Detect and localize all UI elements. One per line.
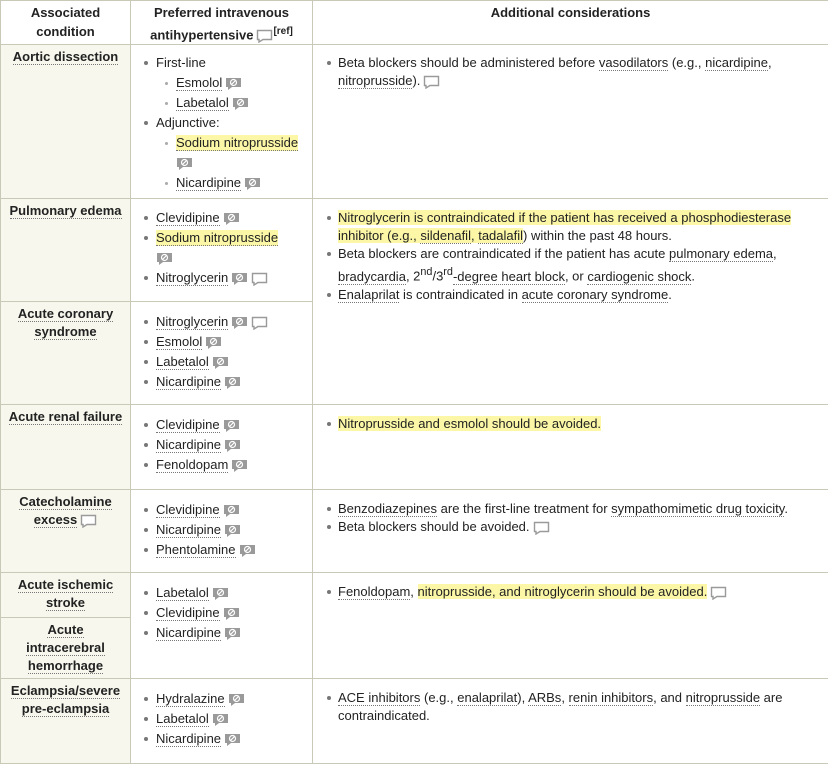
list-item: Fenoldopam — [131, 455, 312, 475]
header-condition: Associated condition — [1, 1, 131, 45]
drug-info-icon[interactable] — [223, 419, 240, 433]
list-item: Sodium nitroprusside — [131, 133, 312, 173]
drug-info-icon[interactable] — [212, 713, 229, 727]
list-item: Nicardipine — [131, 520, 312, 540]
list-item: Nitroglycerin — [131, 312, 312, 332]
drug-info-icon[interactable] — [223, 504, 240, 518]
comment-icon[interactable] — [256, 29, 273, 43]
drug-info-icon[interactable] — [244, 177, 261, 191]
drug-info-icon[interactable] — [232, 97, 249, 111]
list-item: Phentolamine — [131, 540, 312, 560]
drug-info-icon[interactable] — [223, 212, 240, 226]
drug-info-icon[interactable] — [231, 272, 248, 286]
drugs-acs — [131, 302, 313, 405]
list-item: Enalaprilat is contraindicated in acute coronary syndrome. — [313, 286, 828, 304]
list-item: Clevidipine — [131, 415, 312, 435]
drugs-pulmonary-edema — [131, 199, 313, 302]
drug-info-icon[interactable] — [212, 356, 229, 370]
considerations-catecholamine — [313, 490, 828, 573]
drug-info-icon[interactable] — [228, 693, 245, 707]
list-item: Nicardipine — [131, 435, 312, 455]
drug-info-icon[interactable] — [156, 252, 173, 266]
list-item: Labetalol — [131, 583, 312, 603]
list-item: Clevidipine — [131, 500, 312, 520]
condition-stroke: Acute ischemic stroke Acute intracerebral hemorrhage — [1, 573, 131, 679]
list-item: Beta blockers should be avoided. — [313, 518, 828, 536]
drugs-renal — [131, 405, 313, 490]
list-item: Esmolol — [131, 73, 312, 93]
considerations-pulmonary-acs — [313, 199, 828, 405]
drug-info-icon[interactable] — [224, 376, 241, 390]
list-item: Labetalol — [131, 352, 312, 372]
drug-info-icon[interactable] — [239, 544, 256, 558]
drug-info-icon[interactable] — [205, 336, 222, 350]
comment-icon[interactable] — [533, 521, 550, 535]
list-item: Hydralazine — [131, 689, 312, 709]
drug-info-icon[interactable] — [224, 733, 241, 747]
considerations-aortic — [313, 45, 828, 199]
drug-info-icon[interactable] — [231, 316, 248, 330]
drug-info-icon[interactable] — [223, 607, 240, 621]
list-item: Nicardipine — [131, 729, 312, 749]
condition-acute-renal-failure: Acute renal failure — [1, 405, 131, 490]
condition-pulmonary-edema: Pulmonary edema — [1, 199, 131, 302]
comment-icon[interactable] — [80, 514, 97, 528]
comment-icon[interactable] — [251, 316, 268, 330]
ref-link[interactable]: [ref] — [273, 26, 292, 37]
comment-icon[interactable] — [251, 272, 268, 286]
drugs-eclampsia — [131, 679, 313, 764]
comment-icon[interactable] — [423, 75, 440, 89]
list-item: Beta blockers are contraindicated if the patient has acute pulmonary edema, bradycardia, 2nd/3rd-degree heart block, or cardiogenic shock. — [313, 245, 828, 285]
list-item: Beta blockers should be administered before vasodilators (e.g., nicardipine, nitroprusside). — [313, 54, 828, 90]
drugs-aortic — [131, 45, 313, 199]
list-item: Adjunctive: — [131, 113, 312, 133]
drug-info-icon[interactable] — [231, 459, 248, 473]
list-item: Fenoldopam, nitroprusside, and nitroglycerin should be avoided. — [313, 583, 828, 601]
list-item: Clevidipine — [131, 603, 312, 623]
considerations-eclampsia — [313, 679, 828, 764]
list-item: Nitroprusside and esmolol should be avoided. — [313, 415, 828, 433]
drugs-catecholamine — [131, 490, 313, 573]
considerations-renal — [313, 405, 828, 490]
condition-acute-coronary-syndrome: Acute coronary syndrome — [1, 302, 131, 405]
condition-eclampsia: Eclampsia/severe pre-eclampsia — [1, 679, 131, 764]
list-item: Labetalol — [131, 93, 312, 113]
drugs-stroke — [131, 573, 313, 679]
list-item: Nitroglycerin — [131, 268, 312, 288]
drug-info-icon[interactable] — [224, 627, 241, 641]
drug-info-icon[interactable] — [224, 524, 241, 538]
list-item: Nitroglycerin is contraindicated if the patient has received a phosphodiesterase inhibitor (e.g., sildenafil, tadalafil) within the past 48 hours. — [313, 209, 828, 245]
header-considerations: Additional considerations — [313, 1, 828, 45]
drug-info-icon[interactable] — [224, 439, 241, 453]
drug-info-icon[interactable] — [225, 77, 242, 91]
drug-info-icon[interactable] — [212, 587, 229, 601]
list-item: Esmolol — [131, 332, 312, 352]
list-item: Sodium nitroprusside — [131, 228, 312, 268]
list-item: First-line — [131, 53, 312, 73]
comment-icon[interactable] — [710, 586, 727, 600]
condition-aortic-dissection: Aortic dissection — [1, 45, 131, 199]
drug-info-icon[interactable] — [176, 157, 193, 171]
list-item: Nicardipine — [131, 173, 312, 193]
considerations-stroke — [313, 573, 828, 679]
list-item: Nicardipine — [131, 372, 312, 392]
condition-catecholamine-excess: Catecholamine excess — [1, 490, 131, 573]
list-item: Clevidipine — [131, 208, 312, 228]
list-item: Labetalol — [131, 709, 312, 729]
list-item: ACE inhibitors (e.g., enalaprilat), ARBs, renin inhibitors, and nitroprusside are contraindicated. — [313, 689, 828, 725]
list-item: Nicardipine — [131, 623, 312, 643]
list-item: Benzodiazepines are the first-line treatment for sympathomimetic drug toxicity. — [313, 500, 828, 518]
header-drug: Preferred intravenous antihypertensive [ref] — [131, 1, 313, 45]
